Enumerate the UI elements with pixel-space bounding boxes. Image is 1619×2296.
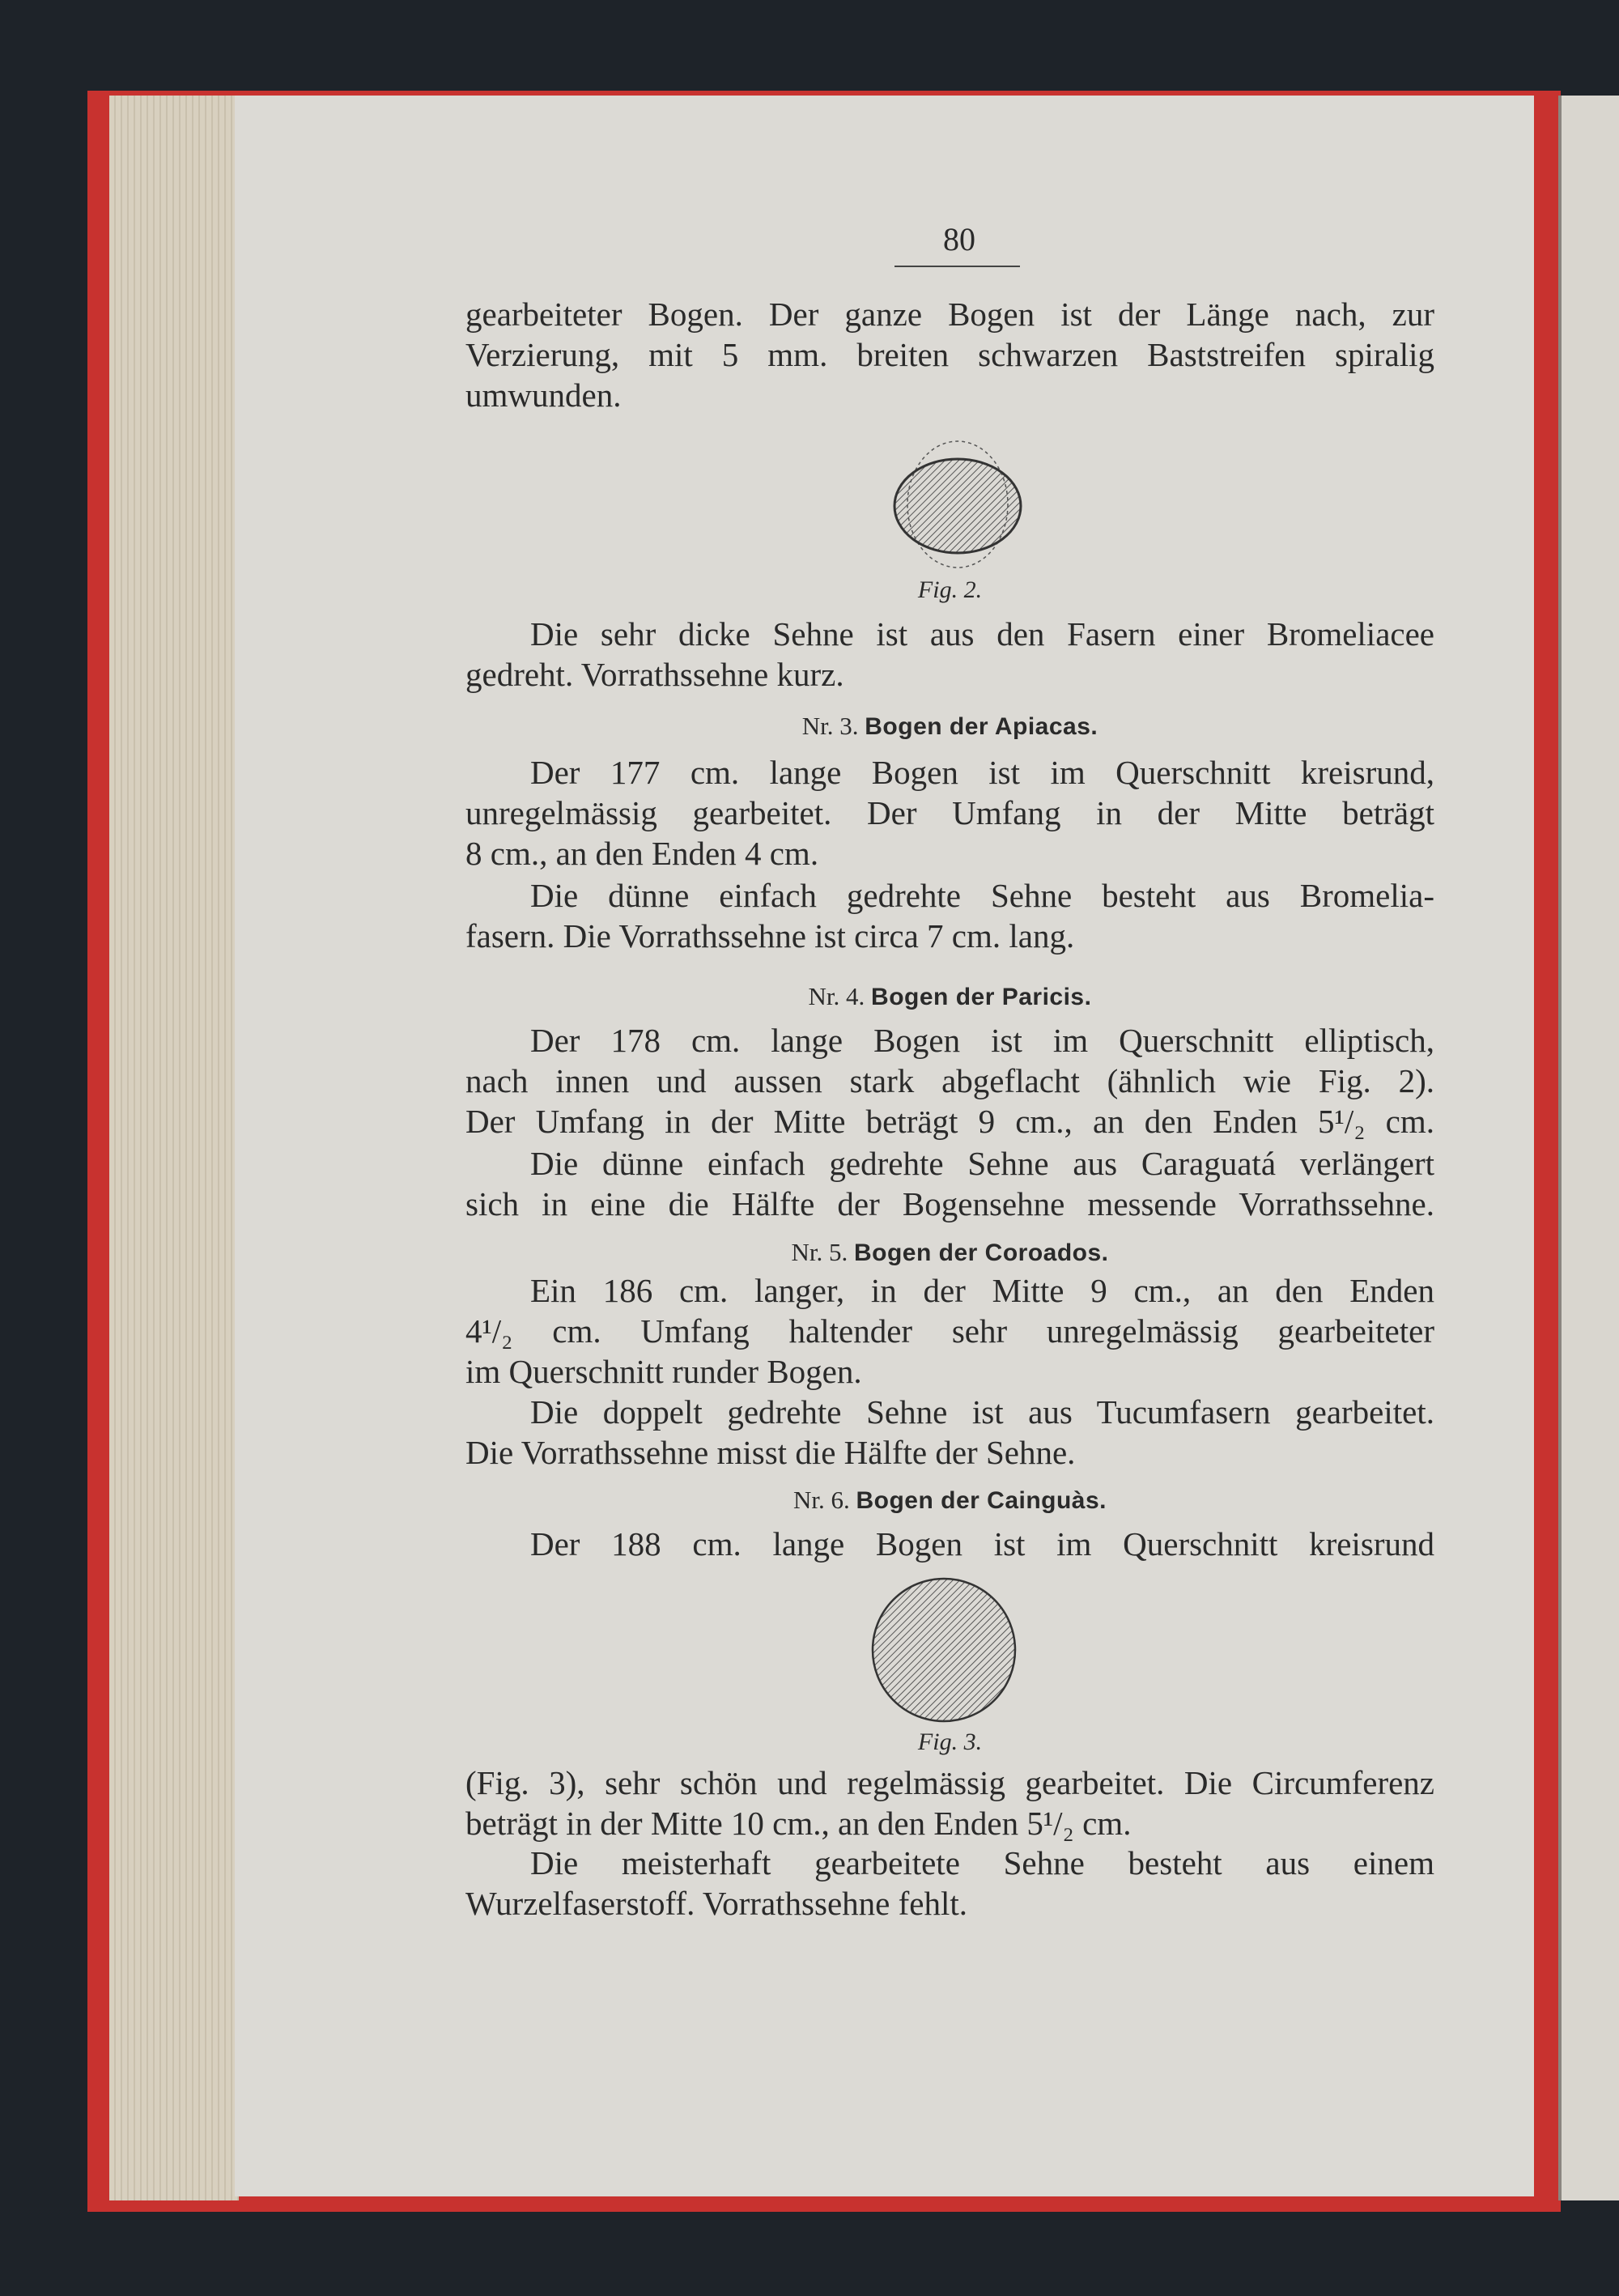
figure-2-caption: Fig. 2.	[917, 576, 983, 603]
heading-title: Bogen der Apiacas.	[865, 713, 1098, 740]
heading-title: Bogen der Cainguàs.	[856, 1487, 1107, 1514]
paragraph-8	[465, 1392, 1434, 1473]
section-heading-nr4	[465, 980, 1434, 1014]
text-line: Der 188 cm. lange Bogen ist im Querschnitt kreisrund	[530, 1525, 1434, 1563]
paragraph-6	[465, 1143, 1434, 1224]
text-line: (Fig. 3), sehr schön und regelmässig gearbeitet. Die Circumferenz	[465, 1764, 1434, 1801]
heading-number: Nr. 5.	[791, 1238, 848, 1266]
paragraph-1	[465, 294, 1434, 415]
section-heading-nr6	[465, 1484, 1434, 1517]
paragraph-5	[465, 1020, 1434, 1142]
paragraph-4	[465, 875, 1434, 956]
paragraph-10	[465, 1762, 1434, 1843]
heading-number: Nr. 3.	[801, 712, 859, 740]
text-line: Der 177 cm. lange Bogen ist im Querschnitt kreisrund,	[530, 754, 1434, 791]
text-line: beträgt in der Mitte 10 cm., an den Enden 5¹/₂ cm.	[465, 1805, 1132, 1842]
figure-2-elliptical-cross-section	[882, 433, 1036, 579]
paragraph-2	[465, 614, 1434, 695]
paragraph-9	[465, 1524, 1434, 1564]
paragraph-11	[465, 1843, 1434, 1924]
text-line: gearbeiteter Bogen. Der ganze Bogen ist der Länge nach, zur	[465, 296, 1434, 333]
text-line: Die meisterhaft gearbeitete Sehne besteht aus einem	[530, 1844, 1434, 1881]
text-line: umwunden.	[465, 376, 622, 414]
text-line: Die doppelt gedrehte Sehne ist aus Tucumfasern gearbeitet.	[530, 1393, 1434, 1431]
heading-number: Nr. 4.	[808, 982, 865, 1010]
text-line: Die sehr dicke Sehne ist aus den Fasern einer Bromeliacee	[530, 615, 1434, 653]
heading-title: Bogen der Paricis.	[871, 984, 1092, 1010]
text-line: nach innen und aussen stark abgeflacht (ähnlich wie Fig. 2).	[465, 1062, 1434, 1099]
heading-title: Bogen der Coroados.	[853, 1239, 1109, 1266]
text-line: sich in eine die Hälfte der Bogensehne messende Vorrathssehne.	[465, 1185, 1434, 1222]
text-line: im Querschnitt runder Bogen.	[465, 1353, 862, 1390]
figure-3-round-cross-section	[869, 1575, 1019, 1725]
text-line: Die Vorrathssehne misst die Hälfte der Sehne.	[465, 1434, 1076, 1471]
text-line: Der 178 cm. lange Bogen ist im Querschnitt elliptisch,	[530, 1022, 1434, 1059]
text-line: fasern. Die Vorrathssehne ist circa 7 cm. lang.	[465, 917, 1075, 955]
text-line: Die dünne einfach gedrehte Sehne besteht aus Bromelia-	[530, 877, 1434, 914]
section-heading-nr5	[465, 1236, 1434, 1269]
paragraph-7	[465, 1270, 1434, 1392]
text-line: 8 cm., an den Enden 4 cm.	[465, 835, 819, 872]
text-line: unregelmässig gearbeitet. Der Umfang in der Mitte beträgt	[465, 794, 1434, 831]
page-number-rule	[894, 266, 1020, 267]
paragraph-3	[465, 752, 1434, 874]
page-stack-edge	[109, 96, 239, 2200]
text-line: Ein 186 cm. langer, in der Mitte 9 cm., an den Enden	[530, 1272, 1434, 1309]
text-line: Wurzelfaserstoff. Vorrathssehne fehlt.	[465, 1885, 967, 1922]
text-line: Verzierung, mit 5 mm. breiten schwarzen Baststreifen spiralig	[465, 336, 1434, 373]
text-line: Die dünne einfach gedrehte Sehne aus Caraguatá verlängert	[530, 1145, 1434, 1182]
heading-number: Nr. 6.	[793, 1486, 850, 1514]
text-line: 4¹/₂ cm. Umfang haltender sehr unregelmässig gearbeiteter	[465, 1312, 1434, 1350]
page-number: 80	[943, 221, 975, 257]
text-line: gedreht. Vorrathssehne kurz.	[465, 656, 844, 693]
text-line: Der Umfang in der Mitte beträgt 9 cm., an den Enden 5¹/₂ cm.	[465, 1103, 1434, 1140]
section-heading-nr3	[465, 710, 1434, 743]
facing-page-edge	[1558, 96, 1619, 2200]
figure-3-caption: Fig. 3.	[917, 1728, 983, 1755]
